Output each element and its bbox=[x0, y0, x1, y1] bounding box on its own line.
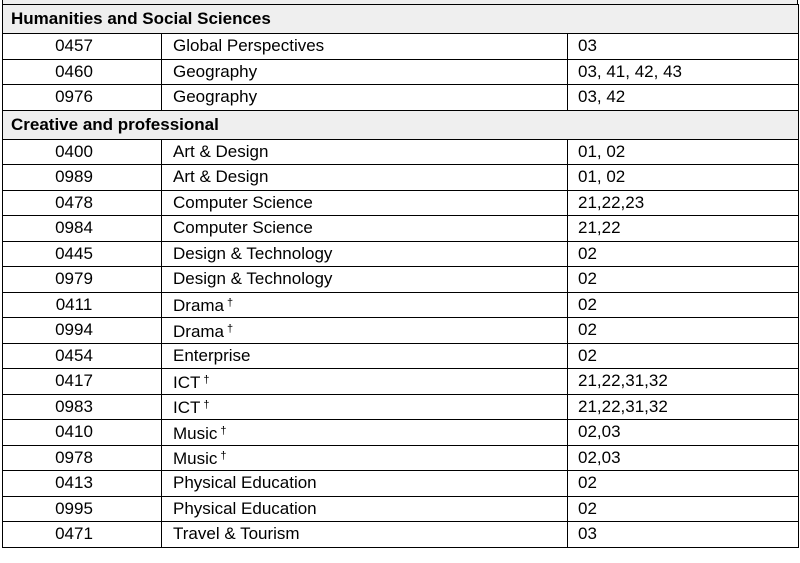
components-cell: 03, 41, 42, 43 bbox=[568, 59, 799, 85]
subject-cell bbox=[162, 522, 568, 548]
dagger-footnote-mark: † bbox=[203, 373, 210, 386]
subject-name: Design & Technology bbox=[173, 243, 333, 263]
subject-cell bbox=[162, 292, 568, 318]
table-row bbox=[3, 165, 799, 191]
section-header-row bbox=[3, 110, 799, 139]
syllabus-code-cell: 0976 bbox=[3, 85, 162, 111]
syllabus-code-cell: 0478 bbox=[3, 190, 162, 216]
components-cell: 03 bbox=[568, 522, 799, 548]
syllabus-code-cell: 0994 bbox=[3, 318, 162, 344]
table-row bbox=[3, 420, 799, 446]
components-cell: 02 bbox=[568, 471, 799, 497]
table-row bbox=[3, 522, 799, 548]
subject-cell bbox=[162, 139, 568, 165]
subject-cell bbox=[162, 471, 568, 497]
table-row bbox=[3, 496, 799, 522]
subject-name: ICT bbox=[173, 398, 201, 418]
subject-cell bbox=[162, 216, 568, 242]
subject-cell bbox=[162, 59, 568, 85]
table-row bbox=[3, 241, 799, 267]
table-row bbox=[3, 267, 799, 293]
subject-cell bbox=[162, 241, 568, 267]
components-cell: 21,22,23 bbox=[568, 190, 799, 216]
subject-name: Physical Education bbox=[173, 473, 317, 493]
subject-name: Enterprise bbox=[173, 345, 251, 365]
components-cell: 21,22,31,32 bbox=[568, 369, 799, 395]
subject-cell bbox=[162, 267, 568, 293]
section-header-row bbox=[3, 5, 799, 34]
dagger-footnote-mark: † bbox=[220, 450, 227, 463]
components-cell: 01, 02 bbox=[568, 139, 799, 165]
subject-name: Art & Design bbox=[173, 141, 269, 161]
subject-name: Design & Technology bbox=[173, 269, 333, 289]
syllabus-code-cell: 0457 bbox=[3, 34, 162, 60]
components-cell: 02 bbox=[568, 292, 799, 318]
dagger-footnote-mark: † bbox=[227, 297, 234, 310]
subject-cell bbox=[162, 420, 568, 446]
syllabus-code-cell: 0417 bbox=[3, 369, 162, 395]
components-cell: 02 bbox=[568, 267, 799, 293]
table-row bbox=[3, 394, 799, 420]
components-cell: 03 bbox=[568, 34, 799, 60]
table-row bbox=[3, 59, 799, 85]
subject-cell bbox=[162, 85, 568, 111]
subject-cell bbox=[162, 343, 568, 369]
dagger-footnote-mark: † bbox=[227, 322, 234, 335]
syllabus-code-cell: 0413 bbox=[3, 471, 162, 497]
table-row bbox=[3, 190, 799, 216]
table-body bbox=[3, 5, 799, 548]
subject-name: Music bbox=[173, 423, 218, 443]
syllabus-code-cell: 0400 bbox=[3, 139, 162, 165]
subject-cell bbox=[162, 34, 568, 60]
dagger-footnote-mark: † bbox=[203, 399, 210, 412]
syllabus-code-cell: 0983 bbox=[3, 394, 162, 420]
section-title: Humanities and Social Sciences bbox=[3, 5, 799, 34]
subject-cell bbox=[162, 165, 568, 191]
components-cell: 21,22 bbox=[568, 216, 799, 242]
subject-cell bbox=[162, 445, 568, 471]
syllabus-components-table bbox=[2, 4, 799, 548]
table-row bbox=[3, 343, 799, 369]
table-row bbox=[3, 34, 799, 60]
syllabus-code-cell: 0989 bbox=[3, 165, 162, 191]
table-row bbox=[3, 445, 799, 471]
syllabus-code-cell: 0410 bbox=[3, 420, 162, 446]
subject-cell bbox=[162, 369, 568, 395]
components-cell: 21,22,31,32 bbox=[568, 394, 799, 420]
table-row bbox=[3, 318, 799, 344]
dagger-footnote-mark: † bbox=[220, 424, 227, 437]
syllabus-code-cell: 0445 bbox=[3, 241, 162, 267]
syllabus-code-cell: 0460 bbox=[3, 59, 162, 85]
table-row bbox=[3, 292, 799, 318]
table-row bbox=[3, 471, 799, 497]
subject-name: Computer Science bbox=[173, 218, 313, 238]
section-title: Creative and professional bbox=[3, 110, 799, 139]
components-cell: 01, 02 bbox=[568, 165, 799, 191]
subject-cell bbox=[162, 496, 568, 522]
subject-name: Music bbox=[173, 449, 218, 469]
subject-cell bbox=[162, 318, 568, 344]
subject-name: Global Perspectives bbox=[173, 36, 325, 56]
subject-name: Drama bbox=[173, 321, 225, 341]
table-row bbox=[3, 216, 799, 242]
syllabus-code-cell: 0978 bbox=[3, 445, 162, 471]
subject-cell bbox=[162, 394, 568, 420]
subject-name: Computer Science bbox=[173, 192, 313, 212]
subject-cell bbox=[162, 190, 568, 216]
table-row bbox=[3, 369, 799, 395]
syllabus-code-cell: 0979 bbox=[3, 267, 162, 293]
syllabus-code-cell: 0454 bbox=[3, 343, 162, 369]
components-cell: 03, 42 bbox=[568, 85, 799, 111]
syllabus-code-cell: 0984 bbox=[3, 216, 162, 242]
subject-name: Geography bbox=[173, 61, 258, 81]
subject-name: Geography bbox=[173, 87, 258, 107]
subject-name: ICT bbox=[173, 372, 201, 392]
subject-name: Drama bbox=[173, 296, 225, 316]
table-row bbox=[3, 139, 799, 165]
syllabus-code-cell: 0411 bbox=[3, 292, 162, 318]
components-cell: 02 bbox=[568, 318, 799, 344]
components-cell: 02,03 bbox=[568, 420, 799, 446]
subject-name: Travel & Tourism bbox=[173, 524, 300, 544]
components-cell: 02 bbox=[568, 241, 799, 267]
table-row bbox=[3, 85, 799, 111]
components-cell: 02,03 bbox=[568, 445, 799, 471]
components-cell: 02 bbox=[568, 343, 799, 369]
syllabus-code-cell: 0471 bbox=[3, 522, 162, 548]
syllabus-code-cell: 0995 bbox=[3, 496, 162, 522]
subject-name: Physical Education bbox=[173, 498, 317, 518]
subject-name: Art & Design bbox=[173, 167, 269, 187]
components-cell: 02 bbox=[568, 496, 799, 522]
